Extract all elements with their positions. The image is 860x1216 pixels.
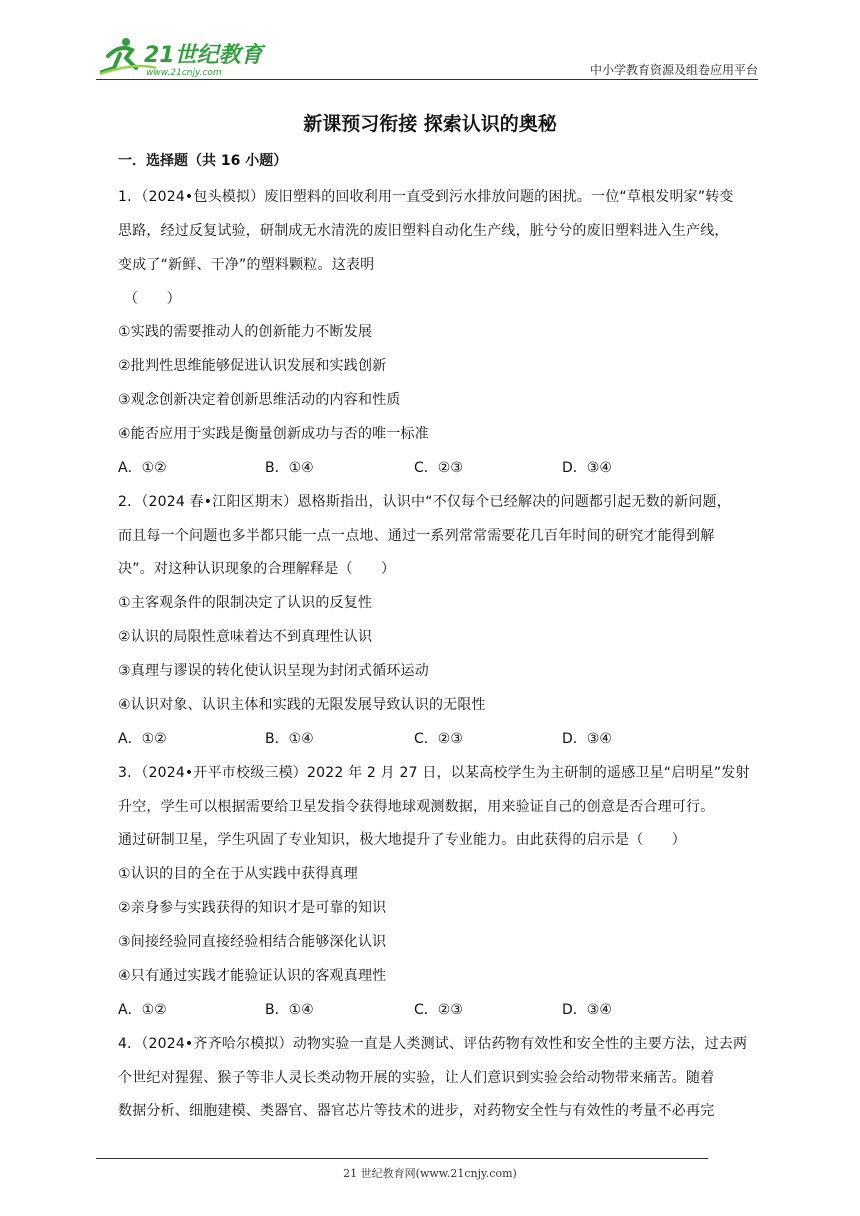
question-4-line-3: 数据分析、细胞建模、类器官、器官芯片等技术的进步，对药物安全性与有效性的考量不必再完 [118, 1103, 715, 1119]
question-2-line-1: 2．（2024 春•江阳区期末）恩格斯指出，认识中“不仅每个已经解决的问题都引起无数的新问题， [118, 494, 731, 510]
question-3-line-2: 升空，学生可以根据需要给卫星发指令获得地球观测数据，用来验证自己的创意是否合理可行。 [118, 799, 715, 815]
question-3-line-1: 3．（2024•开平市校级三模）2022 年 2 月 27 日，以某高校学生为主研制的遥感卫星“启明星”发射 [118, 765, 750, 781]
question-1-line-2: 思路，经过反复试验，研制成无水清洗的废旧塑料自动化生产线，脏兮兮的废旧塑料进入生产线， [118, 223, 729, 239]
question-3-option-c: C．②③ [414, 1002, 463, 1018]
question-2-item-3: ③真理与谬误的转化使认识呈现为封闭式循环运动 [118, 663, 429, 679]
question-1-option-b: B．①④ [265, 460, 314, 476]
svg-text:www.21cnjy.com: www.21cnjy.com [146, 68, 222, 78]
logo-graphic [96, 34, 266, 80]
question-1-item-1: ①实践的需要推动人的创新能力不断发展 [118, 324, 373, 340]
page-title: 新课预习衔接 探索认识的奥秘 [303, 113, 557, 135]
question-3-item-4: ④只有通过实践才能验证认识的客观真理性 [118, 968, 387, 984]
question-4-line-2: 个世纪对猩猩、猴子等非人灵长类动物开展的实验，让人们意识到实验会给动物带来痛苦。随着 [118, 1070, 715, 1086]
section-heading: 一．选择题（共 16 小题） [118, 153, 288, 169]
question-2-item-2: ②认识的局限性意味着达不到真理性认识 [118, 629, 373, 645]
footer-divider [96, 1158, 708, 1159]
question-2-option-a: A．①② [118, 731, 167, 747]
question-4-line-1: 4．（2024•齐齐哈尔模拟）动物实验一直是人类测试、评估药物有效性和安全性的主要方法，过去两 [118, 1036, 748, 1052]
question-1-item-4: ④能否应用于实践是衡量创新成功与否的唯一标准 [118, 426, 429, 442]
question-1-line-1: 1．（2024•包头模拟）废旧塑料的回收利用一直受到污水排放问题的困扰。一位“草根发明家”转变 [118, 189, 734, 205]
question-2-option-d: D．③④ [562, 731, 612, 747]
question-1-line-3: 变成了“新鲜、干净”的塑料颗粒。这表明 [118, 257, 375, 273]
page-header [96, 34, 758, 82]
question-2-option-c: C．②③ [414, 731, 463, 747]
question-1-item-2: ②批判性思维能够促进认识发展和实践创新 [118, 358, 387, 374]
question-2-item-1: ①主客观条件的限制决定了认识的反复性 [118, 595, 373, 611]
question-1-line-4: （ ） [124, 291, 181, 307]
question-3-option-b: B．①④ [265, 1002, 314, 1018]
question-3-line-3: 通过研制卫星，学生巩固了专业知识，极大地提升了专业能力。由此获得的启示是（ ） [118, 832, 686, 848]
question-2-item-4: ④认识对象、认识主体和实践的无限发展导致认识的无限性 [118, 697, 486, 713]
logo [96, 34, 266, 80]
question-1-option-a: A．①② [118, 460, 167, 476]
svg-text:21世纪教育: 21世纪教育 [144, 43, 263, 68]
question-2-line-3: 决”。对这种认识现象的合理解释是（ ） [118, 561, 396, 577]
question-1-option-c: C．②③ [414, 460, 463, 476]
question-3-item-1: ①认识的目的全在于从实践中获得真理 [118, 866, 358, 882]
page-footer: 21 世纪教育网(www.21cnjy.com) [343, 1167, 517, 1180]
header-divider [96, 79, 758, 80]
question-1-option-d: D．③④ [562, 460, 612, 476]
question-3-item-3: ③间接经验同直接经验相结合能够深化认识 [118, 934, 387, 950]
platform-name: 中小学教育资源及组卷应用平台 [589, 63, 758, 77]
question-1-item-3: ③观念创新决定着创新思维活动的内容和性质 [118, 392, 401, 408]
question-2-option-b: B．①④ [265, 731, 314, 747]
question-3-option-d: D．③④ [562, 1002, 612, 1018]
question-3-item-2: ②亲身参与实践获得的知识才是可靠的知识 [118, 900, 387, 916]
question-3-option-a: A．①② [118, 1002, 167, 1018]
question-2-line-2: 而且每一个问题也多半都只能一点一点地、通过一系列常常需要花几百年时间的研究才能得到解 [118, 528, 715, 544]
